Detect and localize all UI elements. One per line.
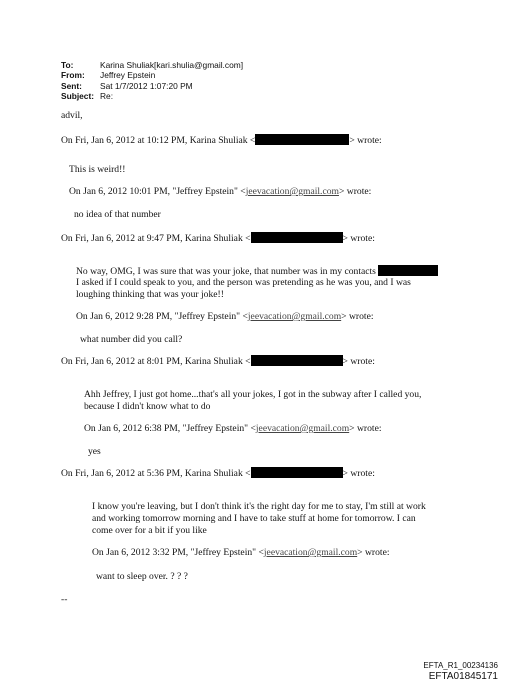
email-header <box>61 60 243 102</box>
to-label: To: <box>61 60 74 70</box>
quote-header-5-suffix: > wrote: <box>342 356 375 367</box>
redaction-box <box>378 265 438 276</box>
redaction-box <box>255 134 349 145</box>
message-1: This is weird!! <box>69 164 126 175</box>
message-7-line-1: I know you're leaving, but I don't think it's the right day for me to stay, I'm still at work <box>92 501 426 512</box>
bates-number-1: EFTA_R1_00234136 <box>423 661 498 670</box>
message-5-line-2: because I didn't know what to do <box>84 401 211 412</box>
sent-label: Sent: <box>61 80 82 91</box>
quote-header-1-suffix: > wrote: <box>349 135 382 146</box>
message-3-line-3: loughing thinking that was your joke!! <box>76 289 224 300</box>
header-subject-row <box>61 91 243 101</box>
quote-header-3-prefix: On Fri, Jan 6, 2012 at 9:47 PM, Karina Shuliak < <box>61 233 251 244</box>
message-7-line-2: and working tomorrow morning and I have to take stuff at home for tomorrow. I can <box>92 513 416 524</box>
quote-header-8-prefix: On Jan 6, 2012 3:32 PM, "Jeffrey Epstein" < <box>92 547 264 558</box>
quote-header-6-suffix: > wrote: <box>349 423 382 434</box>
message-2: no idea of that number <box>74 209 161 220</box>
quote-header-2-prefix: On Jan 6, 2012 10:01 PM, "Jeffrey Epstein" < <box>69 186 246 197</box>
quote-header-4 <box>76 311 374 323</box>
quote-header-4-prefix: On Jan 6, 2012 9:28 PM, "Jeffrey Epstein" < <box>76 311 248 322</box>
header-sent-row <box>61 81 243 91</box>
quote-header-8-suffix: > wrote: <box>357 547 390 558</box>
redaction-box <box>251 232 343 243</box>
sent-value: Sat 1/7/2012 1:07:20 PM <box>100 80 193 91</box>
quote-header-5 <box>61 355 375 368</box>
quote-header-2 <box>69 186 371 198</box>
message-3-line-2: I asked if I could speak to you, and the person was pretending as he was you, and I was <box>76 277 411 288</box>
subject-value: Re: <box>100 91 114 102</box>
quote-header-3 <box>61 232 375 245</box>
quote-header-7-suffix: > wrote: <box>342 468 375 479</box>
header-to-row <box>61 60 243 70</box>
email-link[interactable]: jeevacation@gmail.com <box>245 186 339 197</box>
signature-separator: -- <box>61 594 68 605</box>
message-3-line-1-text: No way, OMG, I was sure that was your joke, that number was in my contacts <box>76 266 376 277</box>
quote-header-7 <box>61 467 375 480</box>
quote-header-6 <box>84 423 382 435</box>
email-link[interactable]: jeevacation@gmail.com <box>263 547 358 558</box>
to-value: Karina Shuliak[kari.shulia@gmail.com] <box>100 60 244 70</box>
redaction-box <box>251 355 343 366</box>
message-8: want to sleep over. ? ? ? <box>96 571 188 582</box>
from-value: Jeffrey Epstein <box>100 70 156 81</box>
reply-text: advil, <box>61 110 83 121</box>
quote-header-8 <box>92 547 390 559</box>
quote-header-1 <box>61 134 382 147</box>
message-6: yes <box>88 446 101 457</box>
quote-header-1-prefix: On Fri, Jan 6, 2012 at 10:12 PM, Karina Shuliak < <box>61 135 256 146</box>
message-5-line-1: Ahh Jeffrey, I just got home...that's all your jokes, I got in the subway after I called you, <box>84 389 422 400</box>
message-3-line-1 <box>76 265 438 278</box>
quote-header-3-suffix: > wrote: <box>342 233 375 244</box>
subject-label: Subject: <box>61 91 95 102</box>
quote-header-5-prefix: On Fri, Jan 6, 2012 at 8:01 PM, Karina Shuliak < <box>61 356 251 367</box>
header-from-row <box>61 70 243 80</box>
email-link[interactable]: jeevacation@gmail.com <box>247 311 342 322</box>
quote-header-4-suffix: > wrote: <box>341 311 374 322</box>
message-4: what number did you call? <box>80 334 183 345</box>
quote-header-2-suffix: > wrote: <box>338 186 372 197</box>
quote-header-6-prefix: On Jan 6, 2012 6:38 PM, "Jeffrey Epstein" < <box>84 423 256 434</box>
message-7-line-3: come over for a bit if you like <box>92 525 207 536</box>
bates-number-2: EFTA01845171 <box>428 671 498 682</box>
from-label: From: <box>61 70 85 81</box>
email-link[interactable]: jeevacation@gmail.com <box>255 423 350 434</box>
quote-header-7-prefix: On Fri, Jan 6, 2012 at 5:36 PM, Karina Shuliak < <box>61 468 251 479</box>
redaction-box <box>251 467 343 478</box>
